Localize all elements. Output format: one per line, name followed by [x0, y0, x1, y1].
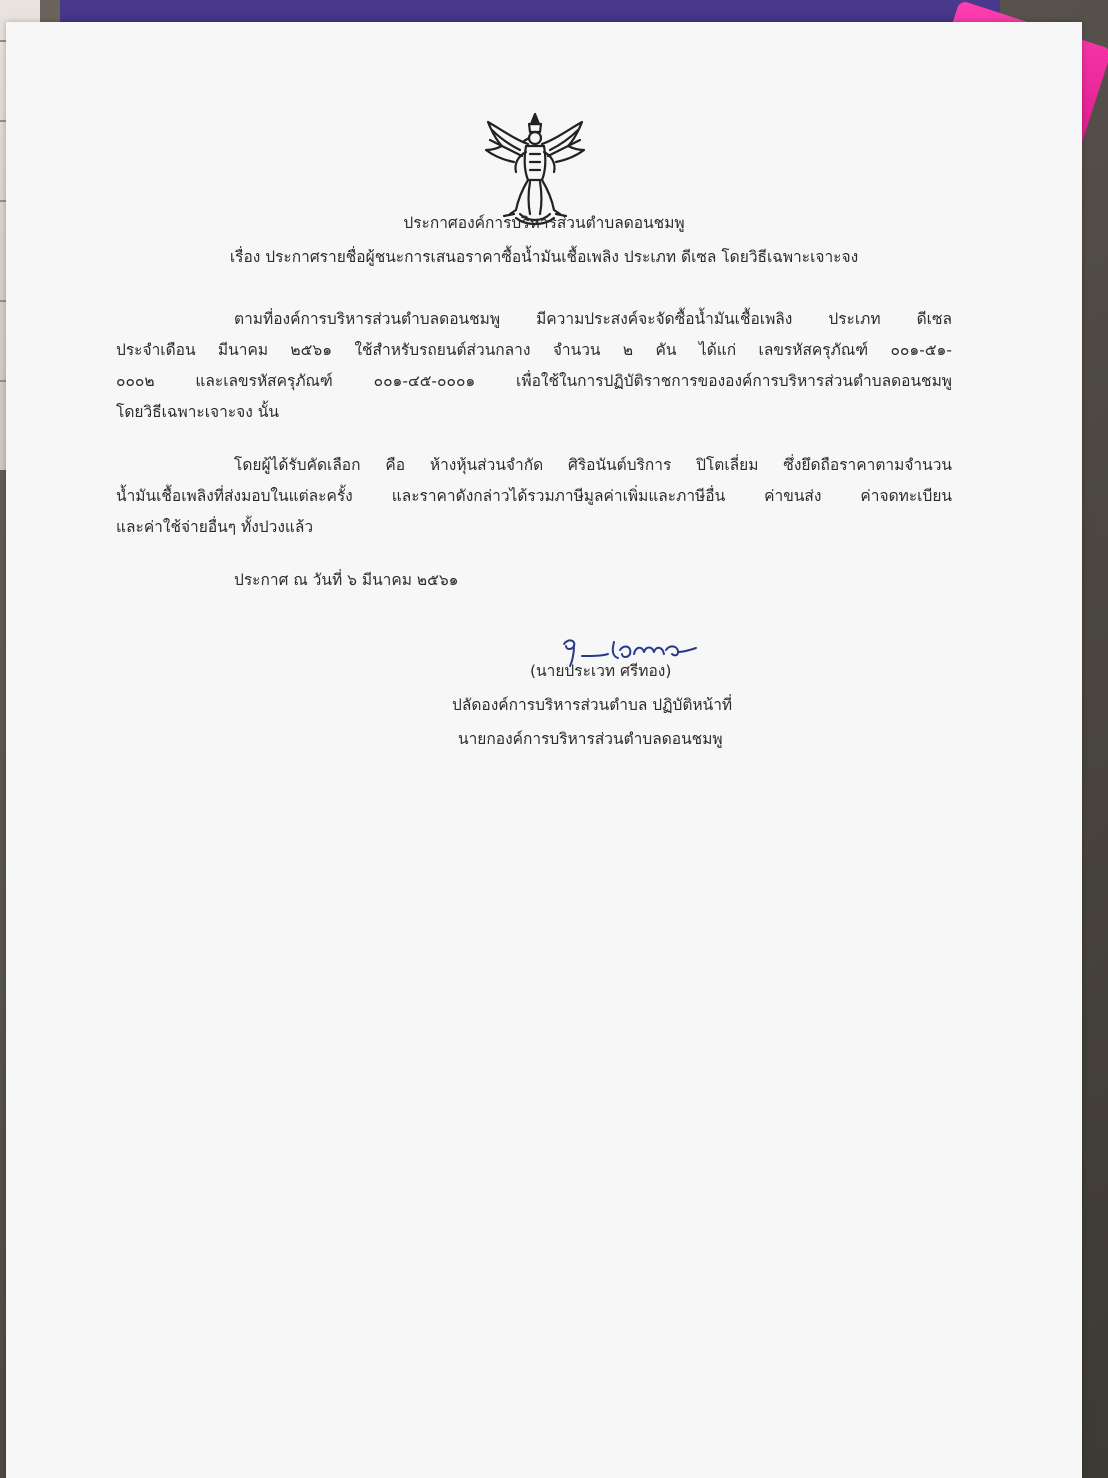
announce-date: ประกาศ ณ วันที่ ๖ มีนาคม ๒๕๖๑	[234, 571, 459, 589]
paragraph1-line3: ๐๐๐๒ และเลขรหัสครุภัณฑ์ ๐๐๑-๔๕-๐๐๐๑ เพื่อใช้ในการปฏิบัติราชการขององค์การบริหารส่วนตำบลดอนชมพู	[116, 372, 952, 390]
signer-title-1: ปลัดองค์การบริหารส่วนตำบล ปฏิบัติหน้าที่	[452, 696, 733, 714]
header-org: ประกาศองค์การบริหารส่วนตำบลดอนชมพู	[403, 214, 685, 232]
paragraph1-line4: โดยวิธีเฉพาะเจาะจง นั้น	[116, 403, 279, 421]
paragraph2-line2: น้ำมันเชื้อเพลิงที่ส่งมอบในแต่ละครั้ง และราคาดังกล่าวได้รวมภาษีมูลค่าเพิ่มและภาษีอื่น ค่าขนส่ง ค่าจดทะเบียน	[116, 487, 952, 505]
signer-name: (นายประเวท ศรีทอง)	[530, 662, 672, 680]
paragraph1-line2: ประจำเดือน มีนาคม ๒๕๖๑ ใช้สำหรับรถยนต์ส่วนกลาง จำนวน ๒ คัน ได้แก่ เลขรหัสครุภัณฑ์ ๐๐๑-๕๑-	[116, 341, 952, 359]
signer-title-2: นายกองค์การบริหารส่วนตำบลดอนชมพู	[458, 730, 723, 748]
document-page	[6, 22, 1082, 1478]
paragraph1-line1: ตามที่องค์การบริหารส่วนตำบลดอนชมพู มีความประสงค์จะจัดซื้อน้ำมันเชื้อเพลิง ประเภท ดีเซล	[234, 310, 952, 328]
subject-line: เรื่อง ประกาศรายชื่อผู้ชนะการเสนอราคาซื้อน้ำมันเชื้อเพลิง ประเภท ดีเซล โดยวิธีเฉพาะเจาะจง	[229, 248, 859, 266]
paragraph2-line1: โดยผู้ได้รับคัดเลือก คือ ห้างหุ้นส่วนจำกัด ศิริอนันต์บริการ ปิโตเลี่ยม ซึ่งยึดถือราคาตามจำนวน	[234, 456, 952, 474]
paragraph2-line3: และค่าใช้จ่ายอื่นๆ ทั้งปวงแล้ว	[116, 518, 314, 536]
